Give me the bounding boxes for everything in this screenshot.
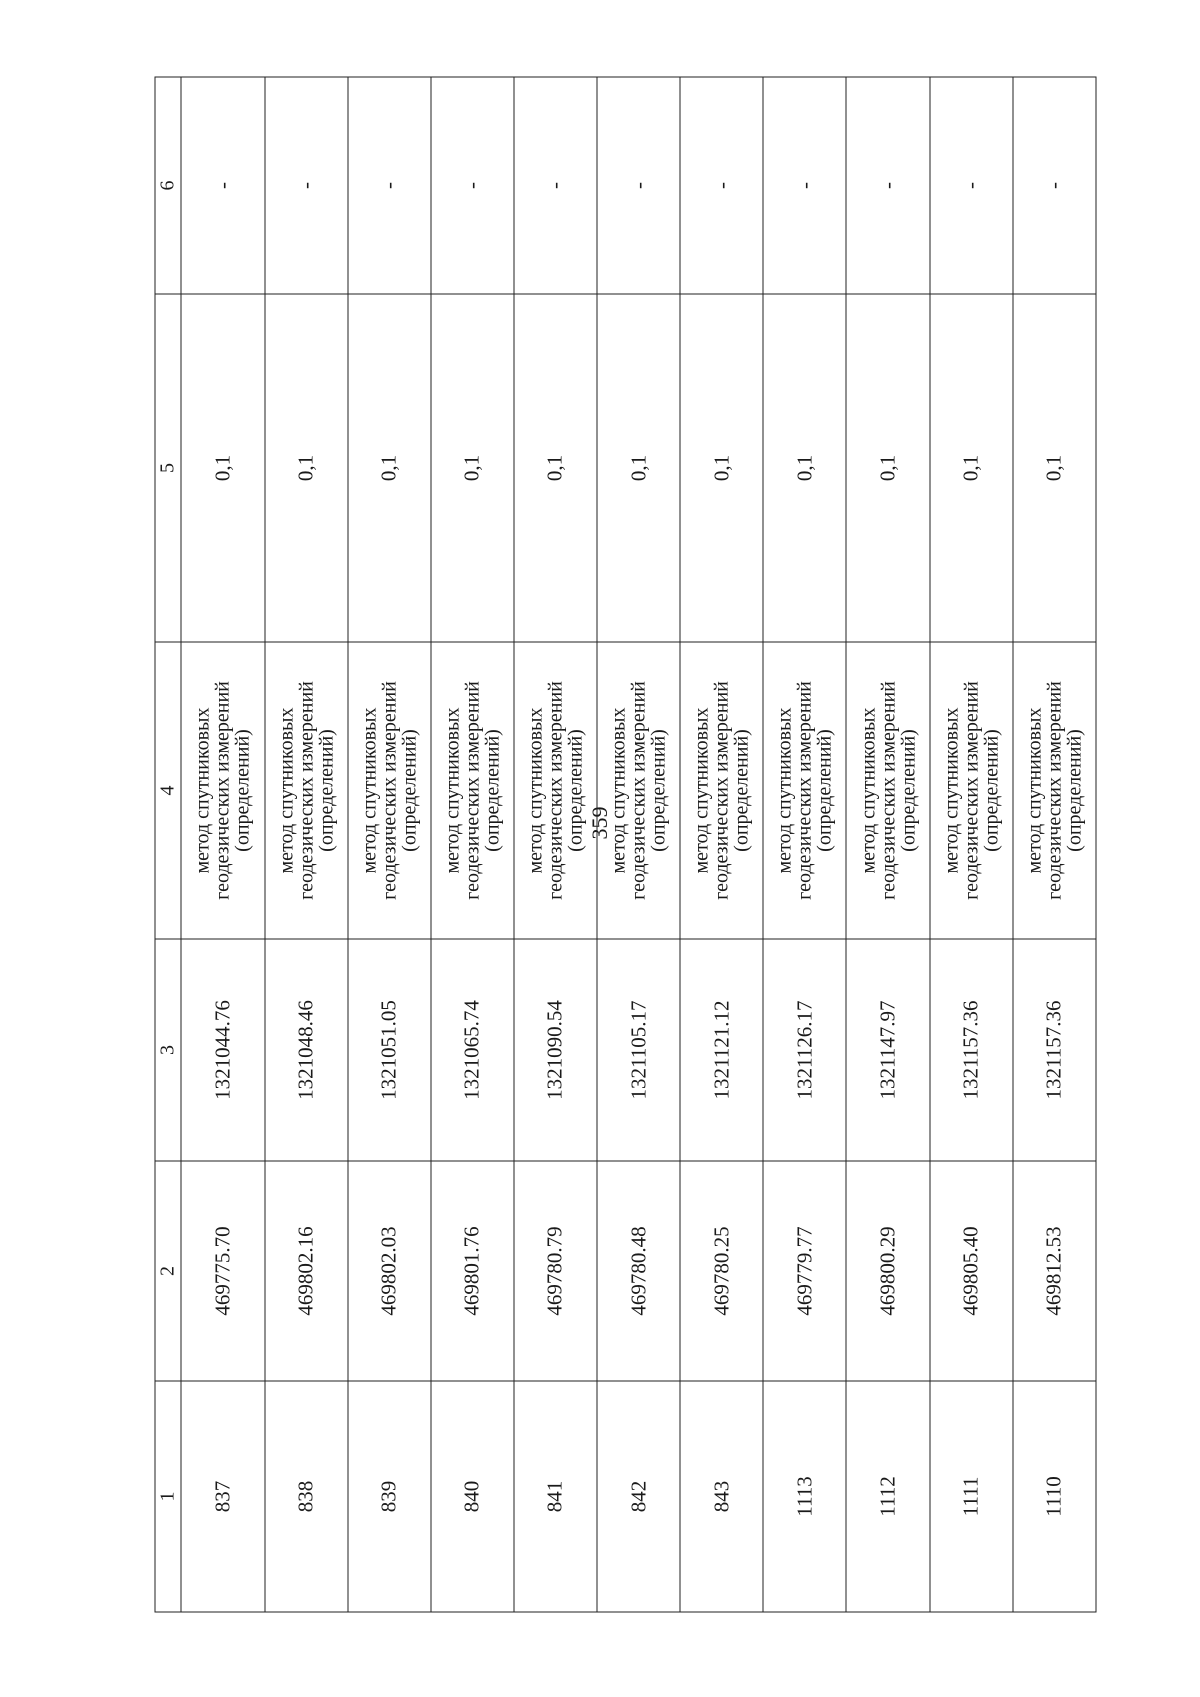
table-row bbox=[597, 77, 680, 1612]
y-coordinate-cell: 1321147.97 bbox=[846, 939, 929, 1161]
note-cell: - bbox=[597, 77, 680, 294]
x-coordinate-cell: 469801.76 bbox=[430, 1161, 513, 1381]
method-cell bbox=[597, 642, 680, 939]
method-line: метод спутниковых bbox=[607, 707, 630, 874]
note-cell: - bbox=[1012, 77, 1095, 294]
y-coordinate-cell: 1321044.76 bbox=[181, 939, 264, 1161]
method-line: (определений) bbox=[397, 729, 420, 852]
point-number-cell: 1111 bbox=[929, 1381, 1012, 1612]
method-line: (определений) bbox=[1062, 729, 1085, 852]
point-number-cell: 839 bbox=[347, 1381, 430, 1612]
x-coordinate-cell: 469780.48 bbox=[597, 1161, 680, 1381]
x-coordinate-cell: 469800.29 bbox=[846, 1161, 929, 1381]
accuracy-cell: 0,1 bbox=[513, 294, 596, 642]
x-coordinate-cell: 469802.03 bbox=[347, 1161, 430, 1381]
method-line: (определений) bbox=[730, 729, 753, 852]
point-number-cell: 843 bbox=[680, 1381, 763, 1612]
x-coordinate-cell: 469802.16 bbox=[264, 1161, 347, 1381]
accuracy-cell: 0,1 bbox=[181, 294, 264, 642]
column-header: 1 bbox=[155, 1381, 181, 1612]
method-line: (определений) bbox=[231, 729, 254, 852]
accuracy-cell: 0,1 bbox=[680, 294, 763, 642]
x-coordinate-cell: 469775.70 bbox=[181, 1161, 264, 1381]
page-number: 359 bbox=[587, 806, 612, 840]
x-coordinate-cell: 469779.77 bbox=[763, 1161, 846, 1381]
method-line: метод спутниковых bbox=[523, 707, 546, 874]
method-cell bbox=[513, 642, 596, 939]
point-number-cell: 1113 bbox=[763, 1381, 846, 1612]
accuracy-cell: 0,1 bbox=[597, 294, 680, 642]
point-number-cell: 841 bbox=[513, 1381, 596, 1612]
note-cell: - bbox=[680, 77, 763, 294]
y-coordinate-cell: 1321105.17 bbox=[597, 939, 680, 1161]
point-number-cell: 842 bbox=[597, 1381, 680, 1612]
method-line: (определений) bbox=[563, 729, 586, 852]
note-cell: - bbox=[763, 77, 846, 294]
point-number-cell: 1110 bbox=[1012, 1381, 1095, 1612]
note-cell: - bbox=[264, 77, 347, 294]
note-cell: - bbox=[430, 77, 513, 294]
y-coordinate-cell: 1321048.46 bbox=[264, 939, 347, 1161]
method-line: геодезических измерений bbox=[211, 681, 234, 900]
coordinates-table-wrapper bbox=[154, 78, 1096, 1613]
method-line: метод спутниковых bbox=[939, 707, 962, 874]
note-cell: - bbox=[929, 77, 1012, 294]
table-row bbox=[430, 77, 513, 1612]
column-header: 6 bbox=[155, 77, 181, 294]
method-line: геодезических измерений bbox=[377, 681, 400, 900]
table-row bbox=[181, 77, 264, 1612]
coordinates-table bbox=[154, 77, 1096, 1613]
method-line: метод спутниковых bbox=[274, 707, 297, 874]
method-line: (определений) bbox=[647, 729, 670, 852]
y-coordinate-cell: 1321065.74 bbox=[430, 939, 513, 1161]
method-line: (определений) bbox=[314, 729, 337, 852]
x-coordinate-cell: 469780.25 bbox=[680, 1161, 763, 1381]
method-line: (определений) bbox=[813, 729, 836, 852]
note-cell: - bbox=[846, 77, 929, 294]
table-row bbox=[680, 77, 763, 1612]
method-line: метод спутниковых bbox=[191, 707, 214, 874]
x-coordinate-cell: 469812.53 bbox=[1012, 1161, 1095, 1381]
method-line: (определений) bbox=[979, 729, 1002, 852]
column-header: 3 bbox=[155, 939, 181, 1161]
method-line: (определений) bbox=[480, 729, 503, 852]
note-cell: - bbox=[513, 77, 596, 294]
method-line: метод спутниковых bbox=[1022, 707, 1045, 874]
table-row bbox=[264, 77, 347, 1612]
method-cell bbox=[430, 642, 513, 939]
method-line: геодезических измерений bbox=[460, 681, 483, 900]
accuracy-cell: 0,1 bbox=[264, 294, 347, 642]
method-line: (определений) bbox=[896, 729, 919, 852]
accuracy-cell: 0,1 bbox=[430, 294, 513, 642]
table-row bbox=[929, 77, 1012, 1612]
method-line: метод спутниковых bbox=[440, 707, 463, 874]
method-line: метод спутниковых bbox=[856, 707, 879, 874]
column-header: 2 bbox=[155, 1161, 181, 1381]
method-line: геодезических измерений bbox=[627, 681, 650, 900]
accuracy-cell: 0,1 bbox=[846, 294, 929, 642]
method-cell bbox=[264, 642, 347, 939]
point-number-cell: 840 bbox=[430, 1381, 513, 1612]
accuracy-cell: 0,1 bbox=[1012, 294, 1095, 642]
accuracy-cell: 0,1 bbox=[929, 294, 1012, 642]
y-coordinate-cell: 1321126.17 bbox=[763, 939, 846, 1161]
note-cell: - bbox=[347, 77, 430, 294]
method-line: геодезических измерений bbox=[543, 681, 566, 900]
y-coordinate-cell: 1321051.05 bbox=[347, 939, 430, 1161]
accuracy-cell: 0,1 bbox=[347, 294, 430, 642]
method-line: метод спутниковых bbox=[690, 707, 713, 874]
method-cell bbox=[763, 642, 846, 939]
method-line: геодезических измерений bbox=[793, 681, 816, 900]
accuracy-cell: 0,1 bbox=[763, 294, 846, 642]
method-line: метод спутниковых bbox=[773, 707, 796, 874]
method-line: геодезических измерений bbox=[876, 681, 899, 900]
table-row bbox=[763, 77, 846, 1612]
method-cell bbox=[680, 642, 763, 939]
y-coordinate-cell: 1321090.54 bbox=[513, 939, 596, 1161]
method-cell bbox=[181, 642, 264, 939]
point-number-cell: 837 bbox=[181, 1381, 264, 1612]
column-header: 5 bbox=[155, 294, 181, 642]
table-row bbox=[1012, 77, 1095, 1612]
table-row bbox=[846, 77, 929, 1612]
y-coordinate-cell: 1321121.12 bbox=[680, 939, 763, 1161]
method-line: геодезических измерений bbox=[959, 681, 982, 900]
table-row bbox=[513, 77, 596, 1612]
table-row bbox=[347, 77, 430, 1612]
method-cell bbox=[929, 642, 1012, 939]
method-line: геодезических измерений bbox=[710, 681, 733, 900]
x-coordinate-cell: 469805.40 bbox=[929, 1161, 1012, 1381]
y-coordinate-cell: 1321157.36 bbox=[1012, 939, 1095, 1161]
method-line: метод спутниковых bbox=[357, 707, 380, 874]
method-line: геодезических измерений bbox=[294, 681, 317, 900]
method-cell bbox=[1012, 642, 1095, 939]
column-header: 4 bbox=[155, 642, 181, 939]
point-number-cell: 838 bbox=[264, 1381, 347, 1612]
method-line: геодезических измерений bbox=[1042, 681, 1065, 900]
point-number-cell: 1112 bbox=[846, 1381, 929, 1612]
table-header-row bbox=[155, 77, 181, 1612]
y-coordinate-cell: 1321157.36 bbox=[929, 939, 1012, 1161]
note-cell: - bbox=[181, 77, 264, 294]
method-cell bbox=[347, 642, 430, 939]
x-coordinate-cell: 469780.79 bbox=[513, 1161, 596, 1381]
method-cell bbox=[846, 642, 929, 939]
